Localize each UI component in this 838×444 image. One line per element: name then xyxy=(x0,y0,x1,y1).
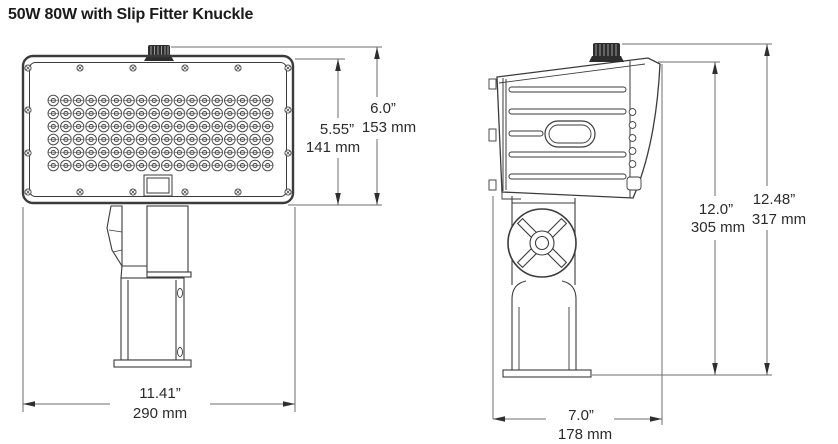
front-width-inches-label: 11.41” xyxy=(139,385,181,402)
side-height-inches-label: 12.0” xyxy=(698,201,734,218)
side-overall-height-mm-label: 317 mm xyxy=(751,211,807,228)
diagram-title: 50W 80W with Slip Fitter Knuckle xyxy=(8,6,254,23)
side-housing xyxy=(489,58,660,199)
front-overall-height-inches-label: 6.0” xyxy=(370,100,396,117)
front-housing-height-mm-label: 141 mm xyxy=(305,139,361,156)
side-depth-inches-label: 7.0” xyxy=(568,407,594,424)
front-view-drawing xyxy=(23,45,293,367)
led-array xyxy=(47,94,274,172)
knuckle-wheel xyxy=(508,209,576,277)
side-height-mm-label: 305 mm xyxy=(690,219,746,236)
side-overall-height-inches-label: 12.48” xyxy=(752,191,796,208)
front-photocell-knob xyxy=(144,45,174,61)
front-overall-height-mm-label: 153 mm xyxy=(361,119,417,136)
side-slip-fitter-pole xyxy=(503,281,591,377)
front-mounting-bracket xyxy=(107,206,191,277)
front-housing-height-inches-label: 5.55” xyxy=(319,121,355,138)
front-slip-fitter-pole xyxy=(114,266,191,367)
front-junction-box xyxy=(144,175,172,196)
side-depth-mm-label: 178 mm xyxy=(557,426,613,443)
side-photocell-knob xyxy=(589,43,624,62)
front-width-mm-label: 290 mm xyxy=(132,405,188,422)
side-view-drawing xyxy=(489,43,660,377)
